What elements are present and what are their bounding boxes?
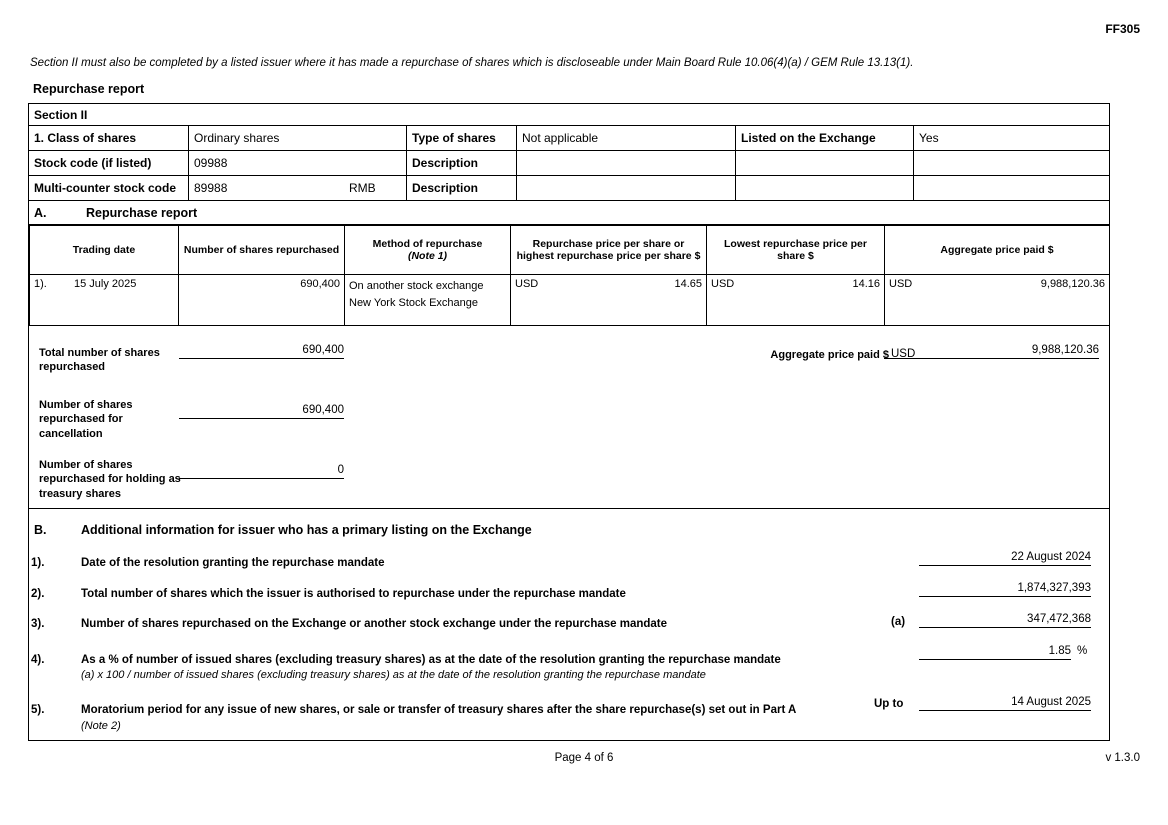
part-b-item-5-subtext: (Note 2)	[81, 720, 121, 732]
treasury-shares-label: Number of shares repurchased for holding as treasury shares	[39, 459, 181, 500]
spacer-cell	[736, 176, 914, 200]
part-a-letter: A.	[34, 206, 47, 220]
part-b-item-4-value: 1.85	[919, 645, 1071, 660]
part-b-item-2-text: Total number of shares which the issuer is authorised to repurchase under the repurchase mandate	[81, 588, 626, 600]
aggregate-price-value: 9,988,120.36	[1040, 278, 1105, 290]
part-b-item-3-prefix: (a)	[891, 616, 906, 628]
aggregate-price-paid-label: Aggregate price paid $	[770, 349, 889, 361]
multi-counter-stock-code-value	[189, 176, 407, 200]
part-a-heading	[29, 201, 1109, 225]
part-b-item-4-text: As a % of number of issued shares (excluding treasury shares) as at the date of the resolution granting the repurchase mandate	[81, 654, 781, 666]
part-b-item-5-prefix: Up to	[874, 698, 904, 710]
multi-counter-currency: RMB	[349, 181, 376, 195]
part-a-title: Repurchase report	[86, 206, 198, 220]
class-of-shares-label: 1. Class of shares	[29, 126, 189, 150]
part-b-item-3-value: 347,472,368	[919, 613, 1091, 628]
stock-code-value: 09988	[189, 151, 407, 175]
part-b-item-1-no: 1).	[31, 557, 45, 569]
part-b-item-5-text: Moratorium period for any issue of new shares, or sale or transfer of treasury shares after the share repurchase(s) set out in Part A	[81, 704, 797, 716]
page-title: Repurchase report	[33, 82, 145, 96]
cancellation-shares-label: Number of shares repurchased for cancellation	[39, 399, 133, 440]
part-b-item-5-value: 14 August 2025	[919, 696, 1091, 711]
part-b-item-4-no: 4).	[31, 654, 45, 666]
aggregate-total-value: 9,988,120.36	[884, 344, 1099, 359]
multi-counter-code: 89988	[194, 181, 228, 195]
part-b-item-1-value: 22 August 2024	[919, 551, 1091, 566]
lowest-currency: USD	[711, 278, 735, 290]
stock-code-label: Stock code (if listed)	[29, 151, 189, 175]
totals-block	[29, 326, 1109, 509]
col-method-label: Method of repurchase	[372, 238, 483, 250]
aggregate-currency: USD	[889, 278, 913, 290]
part-b-item-1-text: Date of the resolution granting the repurchase mandate	[81, 557, 385, 569]
part-b-item-4-subtext: (a) x 100 / number of issued shares (excluding treasury shares) as at the date of the resolution granting the repurchase mandate	[81, 669, 706, 681]
repurchase-table	[29, 225, 1110, 326]
spacer-cell	[914, 151, 1109, 175]
listed-on-exchange-value: Yes	[919, 131, 939, 145]
form-code: FF305	[1105, 22, 1140, 36]
cell-highest-price	[511, 275, 707, 326]
part-b-letter: B.	[34, 523, 47, 537]
cell-lowest-price	[707, 275, 885, 326]
table-header-row	[30, 226, 1110, 275]
listed-on-exchange-label: Listed on the Exchange	[736, 126, 914, 150]
part-b-item-5-no: 5).	[31, 704, 45, 716]
class-of-shares-value: Ordinary shares	[189, 126, 407, 150]
col-highest-price: Repurchase price per share or highest repurchase price per share $	[511, 226, 707, 275]
col-trading-date: Trading date	[30, 226, 179, 275]
spacer-cell	[736, 151, 914, 175]
footer-page-number: Page 4 of 6	[554, 752, 614, 764]
description-label: Description	[407, 151, 517, 175]
description-value	[517, 151, 736, 175]
treasury-shares-value: 0	[179, 464, 344, 479]
part-b-item-3-no: 3).	[31, 618, 45, 630]
col-number-of-shares: Number of shares repurchased	[179, 226, 345, 275]
cell-method-of-repurchase	[345, 275, 511, 326]
info-row	[29, 176, 1109, 201]
multi-counter-stock-code-label: Multi-counter stock code	[29, 176, 189, 200]
intro-note: Section II must also be completed by a listed issuer where it has made a repurchase of shares which is discloseable under Main Board Rule 10.06(4)(a) / GEM Rule 13.13(1).	[30, 57, 914, 69]
highest-price-value: 14.65	[674, 278, 702, 290]
cancellation-shares-value: 690,400	[179, 404, 344, 419]
section-header: Section II	[29, 104, 1109, 126]
method-line-2: New York Stock Exchange	[349, 297, 479, 310]
cell-trading-date	[30, 275, 179, 326]
aggregate-total-currency: USD	[891, 348, 916, 360]
part-b-item-2-no: 2).	[31, 588, 45, 600]
info-row	[29, 151, 1109, 176]
description2-label: Description	[407, 176, 517, 200]
part-b-title: Additional information for issuer who has a primary listing on the Exchange	[81, 523, 532, 537]
highest-currency: USD	[515, 278, 539, 290]
type-of-shares-value: Not applicable	[517, 126, 736, 150]
description2-value	[517, 176, 736, 200]
total-shares-value: 690,400	[179, 344, 344, 359]
footer-version: v 1.3.0	[1105, 752, 1140, 764]
part-b-item-3-text: Number of shares repurchased on the Exchange or another stock exchange under the repurchase mandate	[81, 618, 668, 630]
part-b-item-2-value: 1,874,327,393	[919, 582, 1091, 597]
col-lowest-price: Lowest repurchase price per share $	[707, 226, 885, 275]
lowest-price-value: 14.16	[852, 278, 880, 290]
table-row	[30, 275, 1110, 326]
part-b-item-4-suffix: %	[1077, 645, 1088, 657]
total-shares-label: Total number of shares repurchased	[39, 347, 160, 374]
cell-number-of-shares: 690,400	[179, 275, 345, 326]
row-index: 1).	[34, 278, 47, 290]
type-of-shares-label: Type of shares	[407, 126, 517, 150]
info-row	[29, 126, 1109, 151]
method-line-1: On another stock exchange	[349, 280, 484, 292]
cell-aggregate-price	[885, 275, 1110, 326]
col-method-of-repurchase	[345, 226, 511, 275]
repurchase-report-frame	[28, 103, 1110, 741]
trading-date-value: 15 July 2025	[74, 278, 137, 290]
col-aggregate-price: Aggregate price paid $	[885, 226, 1110, 275]
spacer-cell	[914, 176, 1109, 200]
col-method-note: (Note 1)	[407, 250, 448, 262]
